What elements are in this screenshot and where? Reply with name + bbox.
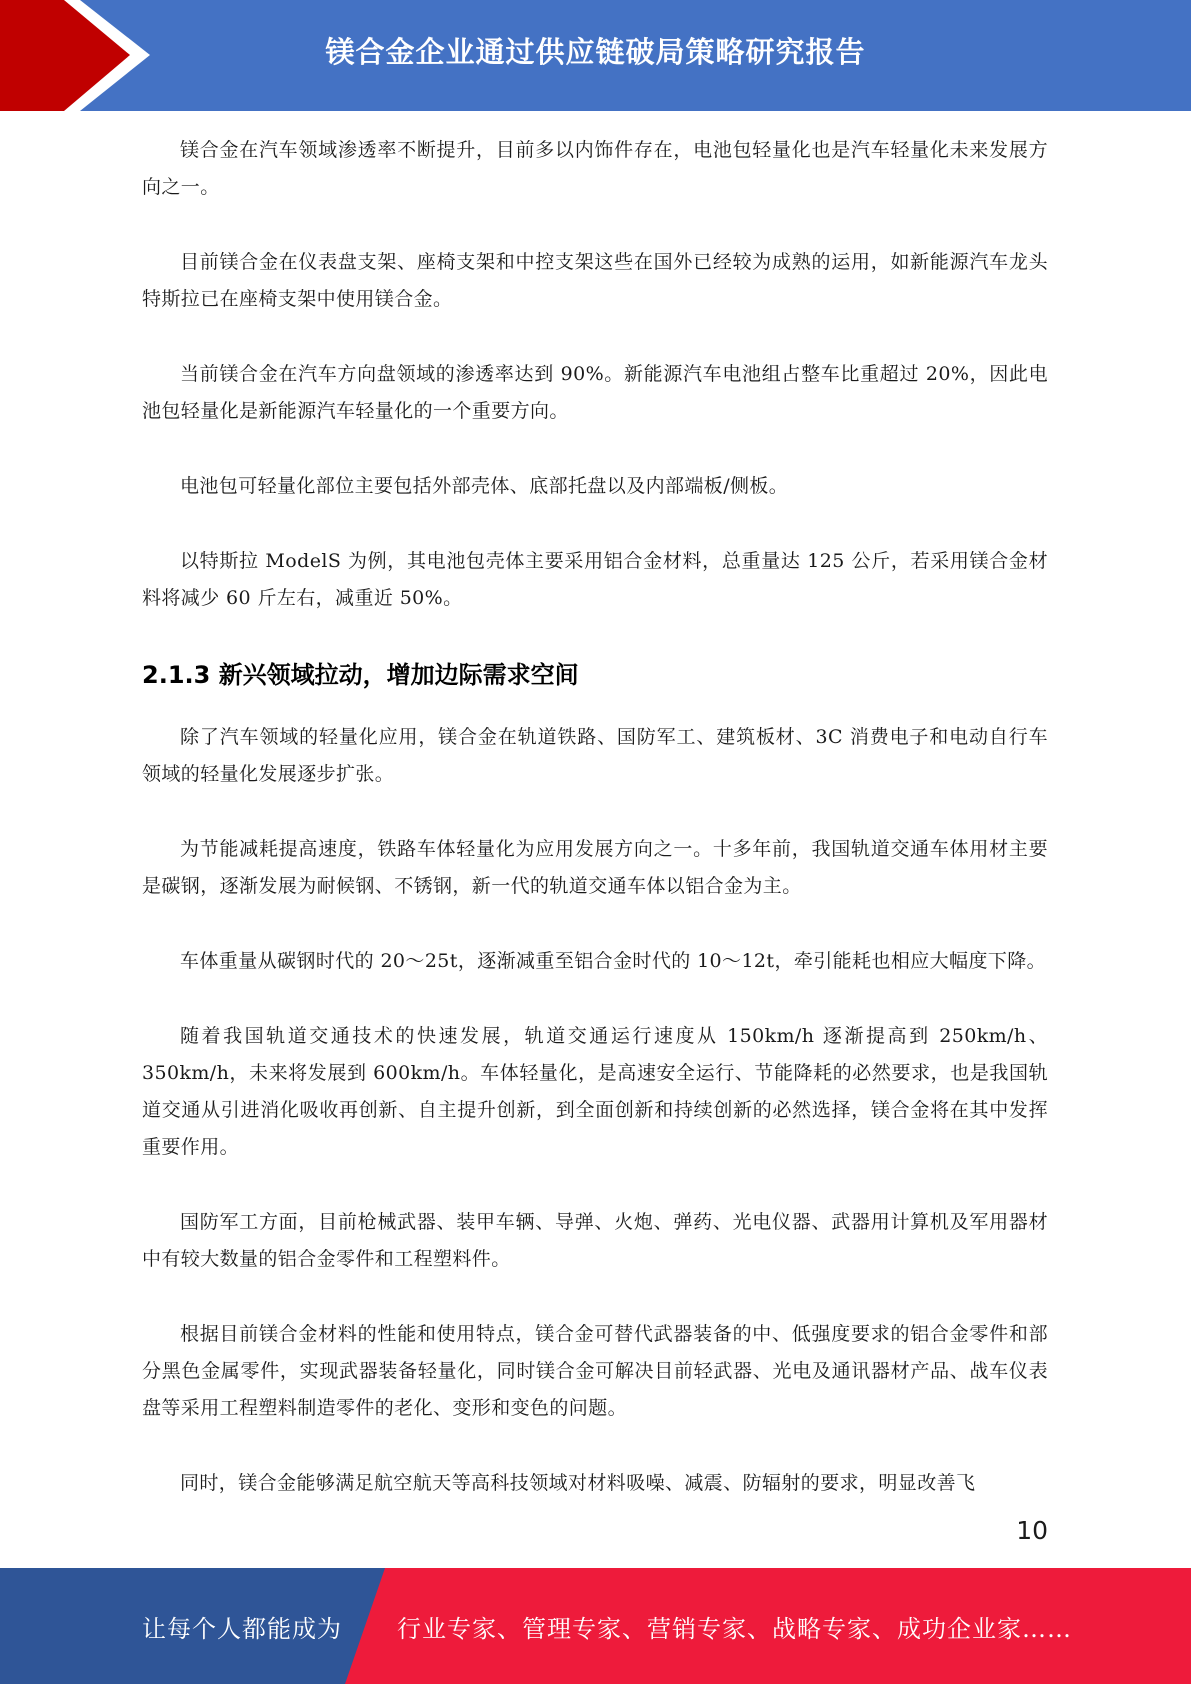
paragraph: 根据目前镁合金材料的性能和使用特点，镁合金可替代武器装备的中、低强度要求的铝合金零件和部分黑色金属零件，实现武器装备轻量化，同时镁合金可解决目前轻武器、光电及通讯器材产品、战车仪表盘等采用工程塑料制造零件的老化、变形和变色的问题。 bbox=[142, 1323, 1048, 1419]
page-content bbox=[142, 132, 1048, 1540]
paragraph: 目前镁合金在仪表盘支架、座椅支架和中控支架这些在国外已经较为成熟的运用，如新能源汽车龙头特斯拉已在座椅支架中使用镁合金。 bbox=[142, 251, 1048, 310]
header-chevron-decoration bbox=[0, 0, 160, 111]
page-number: 10 bbox=[1016, 1516, 1048, 1545]
paragraph: 当前镁合金在汽车方向盘领域的渗透率达到 90%。新能源汽车电池组占整车比重超过 20%，因此电池包轻量化是新能源汽车轻量化的一个重要方向。 bbox=[142, 363, 1048, 422]
paragraph: 国防军工方面，目前枪械武器、装甲车辆、导弹、火炮、弹药、光电仪器、武器用计算机及军用器材中有较大数量的铝合金零件和工程塑料件。 bbox=[142, 1211, 1048, 1270]
section-heading: 2.1.3 新兴领域拉动，增加边际需求空间 bbox=[142, 661, 579, 689]
page-header bbox=[0, 0, 1191, 111]
paragraph: 随着我国轨道交通技术的快速发展，轨道交通运行速度从 150km/h 逐渐提高到 250km/h、350km/h，未来将发展到 600km/h。车体轻量化，是高速安全运行、节能降耗的必然要求，也是我国轨道交通从引进消化吸收再创新、自主提升创新，到全面创新和持续创新的必然选择，镁合金将在其中发挥重要作用。 bbox=[142, 1025, 1048, 1158]
paragraph: 为节能减耗提高速度，铁路车体轻量化为应用发展方向之一。十多年前，我国轨道交通车体用材主要是碳钢，逐渐发展为耐候钢、不锈钢，新一代的轨道交通车体以铝合金为主。 bbox=[142, 838, 1048, 897]
paragraph: 电池包可轻量化部位主要包括外部壳体、底部托盘以及内部端板/侧板。 bbox=[180, 475, 789, 497]
document-title: 镁合金企业通过供应链破局策略研究报告 bbox=[325, 34, 866, 69]
paragraph: 以特斯拉 ModelS 为例，其电池包壳体主要采用铝合金材料，总重量达 125 公斤，若采用镁合金材料将减少 60 斤左右，减重近 50%。 bbox=[142, 550, 1048, 609]
paragraph: 车体重量从碳钢时代的 20～25t，逐渐减重至铝合金时代的 10～12t，牵引能耗也相应大幅度下降。 bbox=[180, 950, 1047, 972]
footer-slogan-left: 让每个人都能成为 bbox=[142, 1614, 342, 1643]
paragraph: 除了汽车领域的轻量化应用，镁合金在轨道铁路、国防军工、建筑板材、3C 消费电子和电动自行车领域的轻量化发展逐步扩张。 bbox=[142, 726, 1048, 785]
paragraph: 同时，镁合金能够满足航空航天等高科技领域对材料吸噪、减震、防辐射的要求，明显改善飞 bbox=[180, 1472, 976, 1494]
paragraph: 镁合金在汽车领域渗透率不断提升，目前多以内饰件存在，电池包轻量化也是汽车轻量化未来发展方向之一。 bbox=[142, 139, 1048, 198]
footer-slogan-right: 行业专家、管理专家、营销专家、战略专家、成功企业家…… bbox=[397, 1614, 1072, 1643]
page-footer bbox=[0, 1568, 1191, 1684]
